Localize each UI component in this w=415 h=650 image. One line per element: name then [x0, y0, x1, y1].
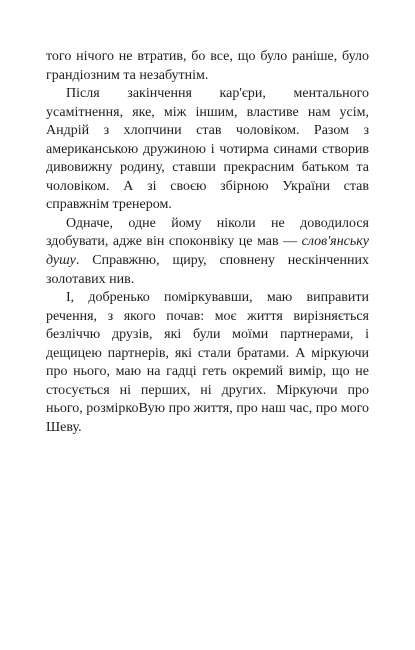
- paragraph-slavic-soul-italic: слов'янську душу: [46, 234, 369, 269]
- paragraph-reflection: І, добренько поміркувавши, маю виправити речення, з якого почав: моє життя вирізняється безліччю друзів, які були моїми партнерами, і дещицею партнерів, які стали братами. А міркуючи про нього, маю на гадці геть окремий вимір, що не стосується ні перших, ні других. Міркуючи про нього, розміркоВую про життя, про наш час, про мого Шеву.: [46, 290, 369, 435]
- paragraph-slavic-soul-before: Одначе, одне йому ніколи не доводилося здобувати, адже він споконвіку це мав —: [46, 215, 369, 250]
- paragraph-slavic-soul-after: . Справжню, щиру, сповнену нескінченних золотавих нив.: [46, 253, 369, 287]
- paragraph-career: Після закінчення кар'єри, ментального усамітнення, яке, між іншим, властиве нам усім, Андрій з хлопчини став чоловіком. Разом з американською дружиною і чотирма синами створив дивовижну родину, ставши прекрасним батьком та чоловіком. А зі своєю збірною України став справжнім тренером.: [46, 86, 369, 213]
- book-page-text: [46, 48, 369, 437]
- paragraph-continuation: того нічого не втратив, бо все, що було раніше, було грандіозним та незабутнім.: [46, 49, 369, 83]
- paragraph-slavic-soul: [46, 215, 369, 289]
